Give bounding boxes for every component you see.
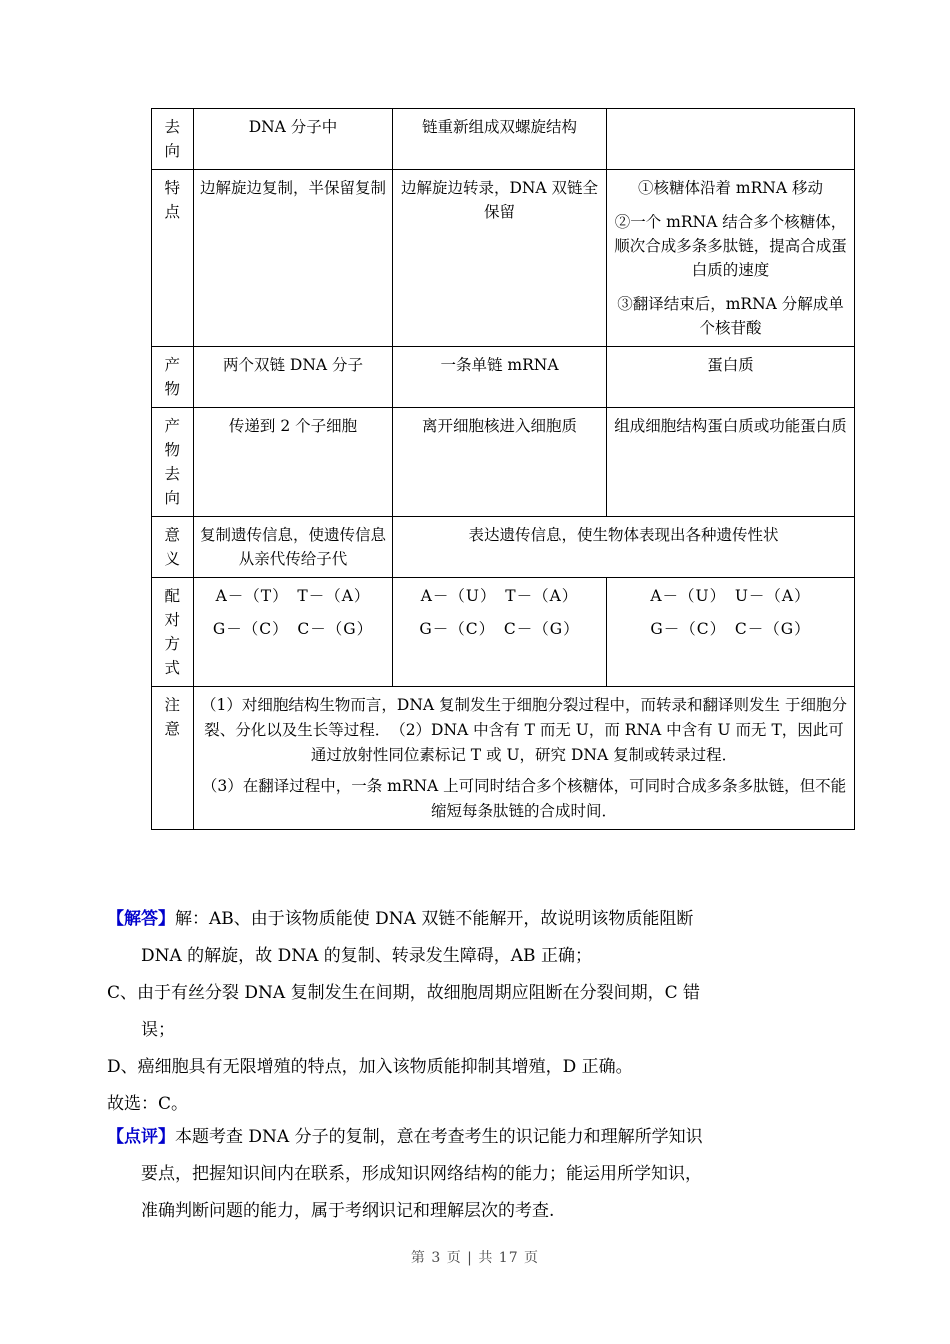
answer-line-1 [107, 901, 853, 938]
cell-destination-transcription: 离开细胞核进入细胞质 [393, 408, 607, 517]
pairing-line-rep-1: A－（T） T－（A） [215, 587, 371, 606]
table-row-direction [152, 109, 855, 170]
row-label-direction [152, 109, 194, 170]
review-line-1 [107, 1119, 853, 1156]
review-line-1-text: 本题考查 DNA 分子的复制，意在考查考生的识记能力和理解所学知识 [175, 1127, 703, 1147]
row-label-pairing: 配对方式 [152, 578, 194, 687]
cell-product-replication: 两个双链 DNA 分子 [194, 347, 393, 408]
comparison-table-container [151, 108, 847, 830]
pairing-line-tl-1: A－（U） U－（A） [650, 587, 811, 606]
cell-significance-expression: 表达遗传信息，使生物体表现出各种遗传性状 [393, 517, 855, 578]
answer-line-6: 故选：C。 [107, 1094, 189, 1115]
cell-pairing-transcription [393, 578, 607, 687]
cell-features-translation [607, 170, 855, 347]
pairing-spacer-tl [612, 608, 849, 617]
table-row-product [152, 347, 855, 408]
row-label-note: 注意 [152, 687, 194, 830]
cell-destination-translation: 组成细胞结构蛋白质或功能蛋白质 [607, 408, 855, 517]
cell-product-transcription: 一条单链 mRNA [393, 347, 607, 408]
cell-note-content [194, 687, 855, 830]
feature-item-1: ①核糖体沿着 mRNA 移动 [638, 179, 823, 198]
cell-destination-replication: 传递到 2 个子细胞 [194, 408, 393, 517]
dna-replication-transcription-translation-table [151, 108, 855, 830]
pairing-line-trans-2: G－（C） C－（G） [419, 620, 580, 639]
row-label-product-destination: 产物去向 [152, 408, 194, 517]
row-label-product: 产物 [152, 347, 194, 408]
answer-line-2: DNA 的解旋，故 DNA 的复制、转录发生障碍，AB 正确； [141, 946, 592, 967]
table-row-pairing [152, 578, 855, 687]
feature-item-3: ③翻译结束后，mRNA 分解成单个核苷酸 [617, 295, 844, 338]
pairing-spacer-rep [199, 608, 387, 617]
page-number-text: 第 3 页 | 共 17 页 [410, 1250, 540, 1266]
answer-line-4: 误； [141, 1020, 175, 1041]
table-row-note [152, 687, 855, 830]
row-label-direction-text: 去向 [164, 118, 181, 161]
cell-direction-translation [607, 109, 855, 170]
answer-line-5: D、癌细胞具有无限增殖的特点，加入该物质能抑制其增殖，D 正确。 [107, 1057, 633, 1078]
table-row-significance [152, 517, 855, 578]
review-section [107, 1119, 853, 1230]
table-row-product-destination [152, 408, 855, 517]
cell-product-translation: 蛋白质 [607, 347, 855, 408]
review-marker: 【点评】 [107, 1127, 175, 1147]
cell-direction-replication: DNA 分子中 [194, 109, 393, 170]
cell-pairing-translation [607, 578, 855, 687]
pairing-spacer-trans [398, 608, 601, 617]
table-row-features [152, 170, 855, 347]
pairing-line-tl-2: G－（C） C－（G） [650, 620, 811, 639]
note-paragraph-1: （1）对细胞结构生物而言，DNA 复制发生于细胞分裂过程中，而转录和翻译则发生 于细胞分裂、分化以及生长等过程． （2）DNA 中含有 T 而无 U，而 RNA 中含有 U 而无 T，因此可通过放射性同位素标记 T 或 U，研究 DNA 复制或转录过程． [201, 696, 847, 764]
row-label-significance: 意义 [152, 517, 194, 578]
cell-direction-transcription: 链重新组成双螺旋结构 [393, 109, 607, 170]
row-label-features: 特点 [152, 170, 194, 347]
feature-item-2: ②一个 mRNA 结合多个核糖体，顺次合成多条多肽链，提高合成蛋白质的速度 [614, 213, 847, 280]
page-footer [0, 1247, 950, 1267]
cell-significance-replication: 复制遗传信息，使遗传信息从亲代传给子代 [194, 517, 393, 578]
cell-pairing-replication [194, 578, 393, 687]
note-paragraph-2: （3）在翻译过程中，一条 mRNA 上可同时结合多个核糖体，可同时合成多条多肽链，但不能缩短每条肽链的合成时间． [201, 776, 847, 820]
pairing-line-trans-1: A－（U） T－（A） [420, 587, 579, 606]
review-line-3: 准确判断问题的能力，属于考纲识记和理解层次的考查. [141, 1201, 555, 1222]
review-line-2: 要点，把握知识间内在联系，形成知识网络结构的能力；能运用所学知识， [141, 1164, 702, 1185]
cell-features-replication: 边解旋边复制，半保留复制 [194, 170, 393, 347]
answer-line-1-text: 解：AB、由于该物质能使 DNA 双链不能解开，故说明该物质能阻断 [175, 909, 694, 929]
pairing-line-rep-2: G－（C） C－（G） [212, 620, 374, 639]
answer-marker: 【解答】 [107, 909, 175, 929]
answer-section [107, 901, 853, 1123]
answer-line-3: C、由于有丝分裂 DNA 复制发生在间期，故细胞周期应阻断在分裂间期，C 错 [107, 983, 701, 1004]
cell-features-transcription: 边解旋边转录，DNA 双链全保留 [393, 170, 607, 347]
